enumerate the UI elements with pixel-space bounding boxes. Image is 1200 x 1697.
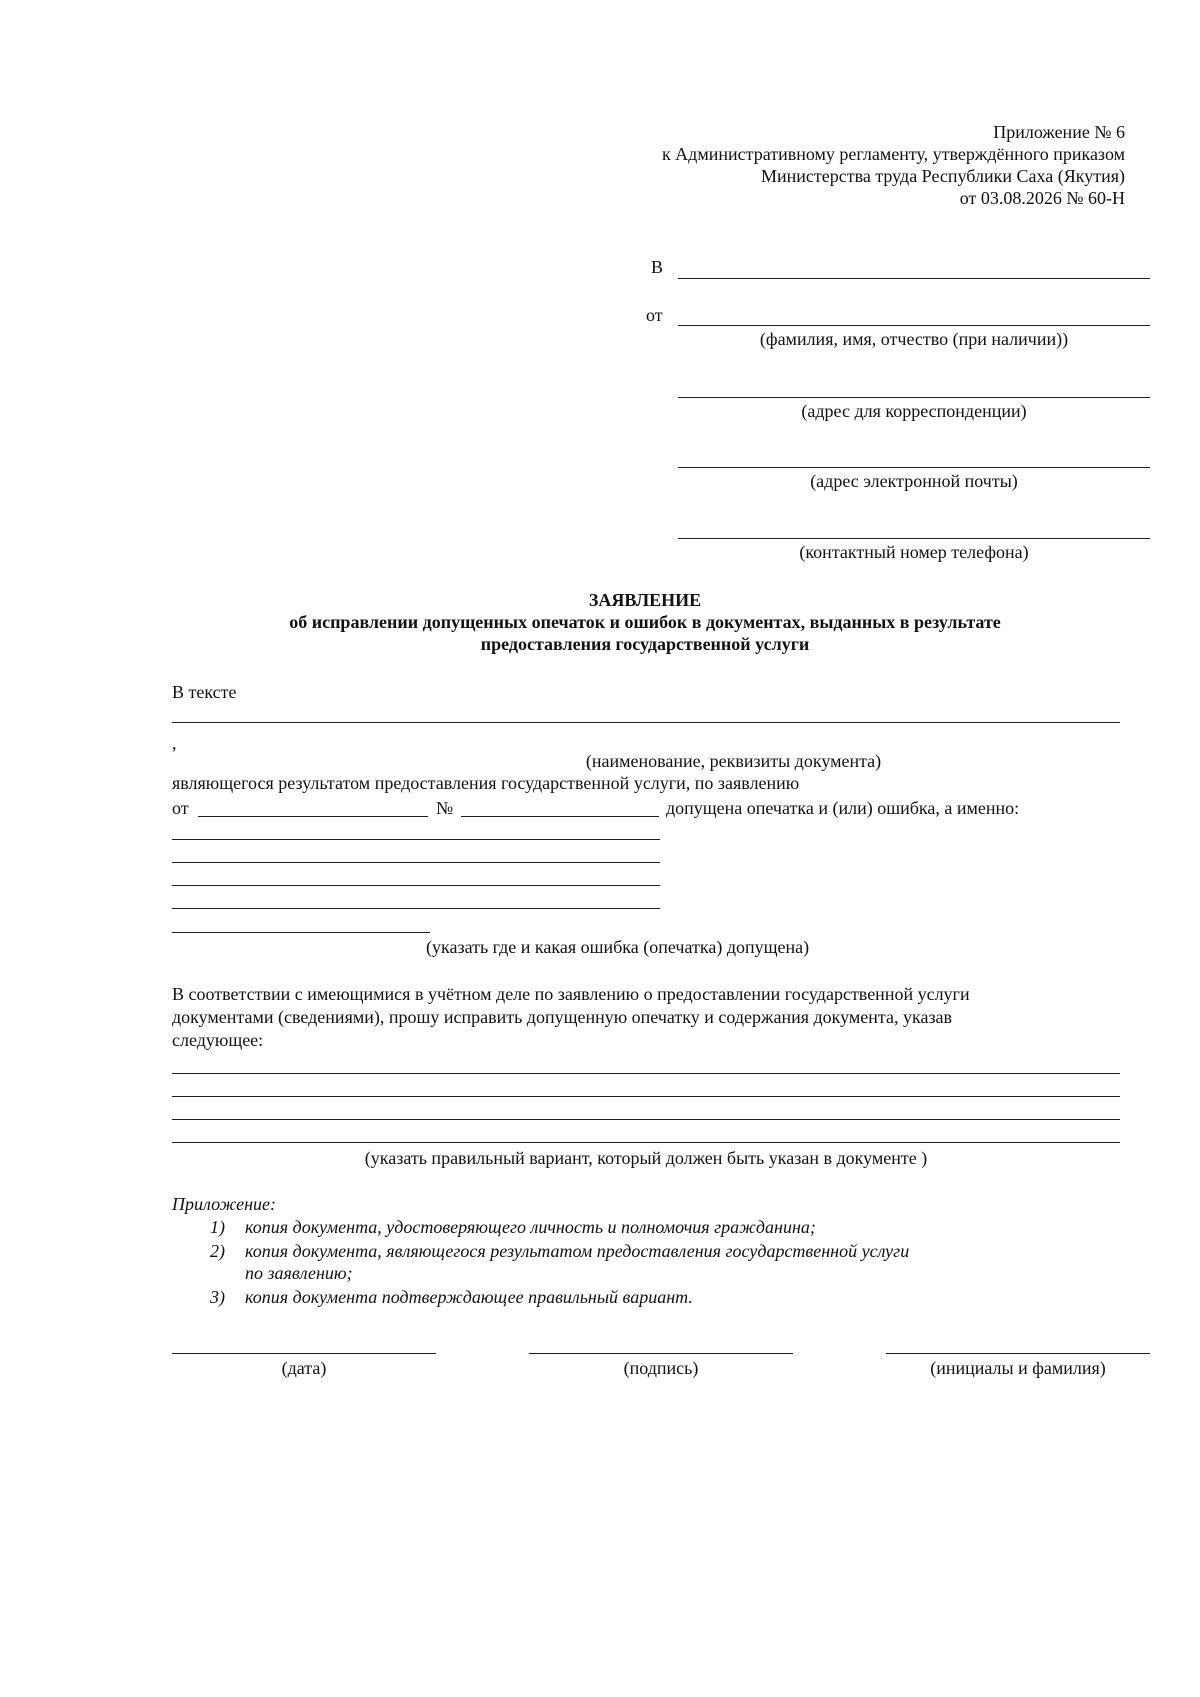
attachment-1-text: копия документа, удостоверяющего личность и полномочия гражданина;	[245, 1217, 816, 1237]
regulation-reference: к Административному регламенту, утверждённого приказом	[661, 144, 1125, 164]
attachments-heading: Приложение:	[172, 1194, 277, 1214]
attachment-2-text: копия документа, являющегося результатом предоставления государственной услуги	[245, 1241, 910, 1261]
fio-caption: (фамилия, имя, отчество (при наличии))	[759, 329, 1069, 349]
document-subtitle-line2: предоставления государственной услуги	[480, 634, 810, 654]
fio-field-line[interactable]	[678, 325, 1150, 326]
date-line[interactable]	[172, 1353, 436, 1354]
attachment-2-continuation: по заявлению;	[245, 1263, 353, 1283]
attachment-2-number: 2)	[210, 1241, 225, 1261]
error-line-3[interactable]	[172, 885, 660, 886]
error-phrase: допущена опечатка и (или) ошибка, а именно:	[666, 798, 1020, 818]
error-line-2[interactable]	[172, 862, 660, 863]
document-name-caption: (наименование, реквизиты документа)	[585, 751, 882, 771]
appendix-number: Приложение № 6	[993, 122, 1125, 142]
correction-para-line2: документами (сведениями), прошу исправить допущенную опечатку и содержания документа, указав	[172, 1007, 953, 1027]
comma-mark: ,	[172, 733, 177, 753]
application-date-line[interactable]	[198, 816, 428, 817]
correction-para-line1: В соответствии с имеющимися в учётном деле по заявлению о предоставлении государственной услуги	[172, 984, 970, 1004]
address-caption: (адрес для корреспонденции)	[801, 401, 1027, 421]
application-number-label: №	[436, 798, 454, 818]
email-field-line[interactable]	[678, 467, 1150, 468]
signature-caption: (подпись)	[623, 1358, 699, 1378]
correction-line-4[interactable]	[172, 1142, 1120, 1143]
attachment-3-text: копия документа подтверждающее правильный вариант.	[245, 1287, 693, 1307]
order-date-number: от 03.08.2026 № 60-Н	[959, 188, 1125, 208]
correction-caption: (указать правильный вариант, который должен быть указан в документе )	[364, 1148, 928, 1168]
error-line-4[interactable]	[172, 908, 660, 909]
correction-line-3[interactable]	[172, 1119, 1120, 1120]
application-number-line[interactable]	[461, 816, 659, 817]
correction-para-line3: следующее:	[172, 1030, 264, 1050]
phone-field-line[interactable]	[678, 538, 1150, 539]
attachment-3-number: 3)	[210, 1287, 225, 1307]
correction-line-2[interactable]	[172, 1096, 1120, 1097]
error-line-1[interactable]	[172, 839, 660, 840]
error-caption: (указать где и какая ошибка (опечатка) допущена)	[426, 937, 810, 957]
application-from-label: от	[172, 798, 189, 818]
result-line-text: являющегося результатом предоставления государственной услуги, по заявлению	[172, 773, 800, 793]
attachment-1-number: 1)	[210, 1217, 225, 1237]
correction-line-1[interactable]	[172, 1073, 1120, 1074]
document-title: ЗАЯВЛЕНИЕ	[588, 590, 702, 610]
document-name-line[interactable]	[172, 722, 1120, 723]
date-caption: (дата)	[281, 1358, 327, 1378]
to-label: В	[651, 257, 664, 277]
from-label: от	[646, 305, 663, 325]
name-caption: (инициалы и фамилия)	[930, 1358, 1106, 1378]
document-subtitle-line1: об исправлении допущенных опечаток и ошибок в документах, выданных в результате	[289, 612, 1001, 632]
address-field-line[interactable]	[678, 397, 1150, 398]
signature-line[interactable]	[529, 1353, 793, 1354]
name-line[interactable]	[886, 1353, 1150, 1354]
error-line-5[interactable]	[172, 932, 430, 933]
ministry-name: Министерства труда Республики Саха (Якутия)	[760, 166, 1125, 186]
email-caption: (адрес электронной почты)	[810, 471, 1018, 491]
to-field-line[interactable]	[678, 278, 1150, 279]
phone-caption: (контактный номер телефона)	[799, 542, 1029, 562]
in-text-label: В тексте	[172, 682, 237, 702]
